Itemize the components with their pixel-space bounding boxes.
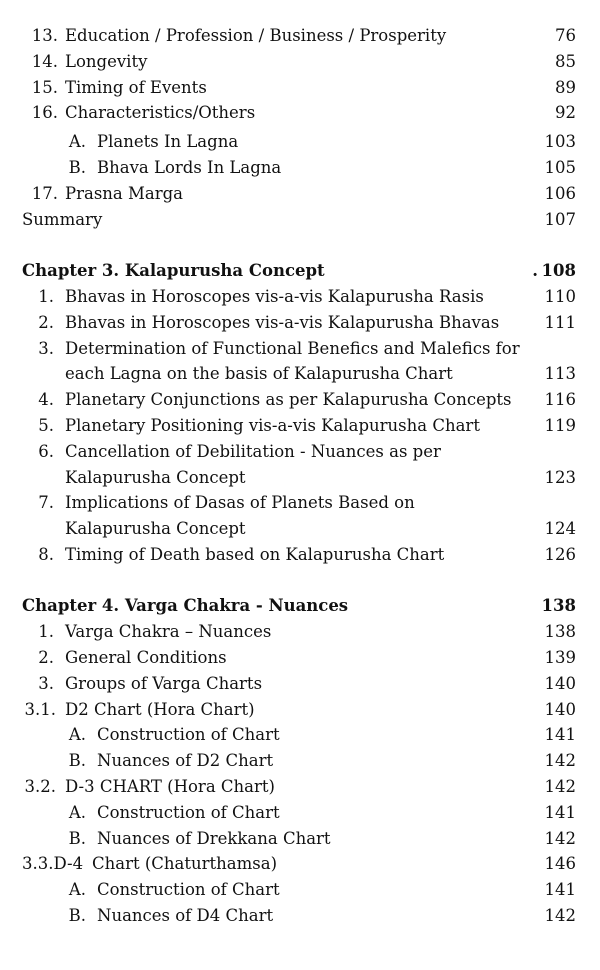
entry-page: 119 bbox=[544, 416, 576, 435]
entry-page: 140 bbox=[544, 700, 576, 719]
toc-entry[interactable] bbox=[0, 439, 600, 465]
toc-subentry[interactable] bbox=[0, 155, 600, 181]
chapter-page: 138 bbox=[541, 596, 576, 615]
entry-title: each Lagna on the basis of Kalapurusha Chart bbox=[65, 364, 453, 383]
entry-title: Kalapurusha Concept bbox=[65, 468, 246, 487]
entry-letter: B. bbox=[68, 906, 86, 925]
entry-letter: B. bbox=[68, 829, 86, 848]
entry-title: Bhava Lords In Lagna bbox=[97, 158, 282, 177]
entry-number: 3.2. bbox=[24, 777, 56, 796]
entry-title: Characteristics/Others bbox=[65, 103, 256, 122]
entry-page: 103 bbox=[544, 132, 576, 151]
toc-entry[interactable] bbox=[0, 413, 600, 439]
entry-page: 111 bbox=[544, 313, 576, 332]
entry-page: 142 bbox=[544, 751, 576, 770]
entry-page: 107 bbox=[544, 210, 576, 229]
toc-entry[interactable] bbox=[0, 387, 600, 413]
entry-page: 124 bbox=[544, 519, 576, 538]
toc-subentry[interactable] bbox=[0, 800, 600, 826]
toc-subentry[interactable] bbox=[0, 903, 600, 929]
entry-number: 3. bbox=[38, 339, 54, 358]
entry-page: 126 bbox=[544, 545, 576, 564]
entry-title: Nuances of D2 Chart bbox=[97, 751, 274, 770]
entry-page: 110 bbox=[544, 287, 576, 306]
entry-title: Education / Profession / Business / Prosperity bbox=[65, 26, 447, 45]
entry-page: 106 bbox=[544, 184, 576, 203]
entry-title: Prasna Marga bbox=[65, 184, 184, 203]
entry-title: Varga Chakra – Nuances bbox=[65, 622, 272, 641]
toc-entry-continued[interactable] bbox=[0, 465, 600, 491]
entry-page: 142 bbox=[544, 906, 576, 925]
entry-page: 142 bbox=[544, 829, 576, 848]
toc-entry[interactable] bbox=[0, 774, 600, 800]
entry-letter: B. bbox=[68, 751, 86, 770]
entry-number: 3.3.D-4 bbox=[22, 854, 84, 873]
entry-title: Kalapurusha Concept bbox=[65, 519, 246, 538]
entry-title: Construction of Chart bbox=[97, 803, 280, 822]
toc-entry-continued[interactable] bbox=[0, 361, 600, 387]
entry-number: 14. bbox=[31, 52, 58, 71]
entry-page: 139 bbox=[544, 648, 576, 667]
toc-subentry[interactable] bbox=[0, 877, 600, 903]
entry-number: 3.1. bbox=[24, 700, 56, 719]
entry-title: Summary bbox=[22, 210, 103, 229]
entry-number: 5. bbox=[38, 416, 54, 435]
entry-letter: A. bbox=[68, 132, 86, 151]
entry-title: Timing of Death based on Kalapurusha Chart bbox=[65, 545, 445, 564]
entry-title: D-3 CHART (Hora Chart) bbox=[65, 777, 275, 796]
entry-page: 141 bbox=[544, 803, 576, 822]
entry-title: Planets In Lagna bbox=[97, 132, 239, 151]
entry-number: 2. bbox=[38, 313, 54, 332]
toc-entry[interactable] bbox=[0, 75, 600, 101]
entry-title: Groups of Varga Charts bbox=[65, 674, 263, 693]
toc-subentry[interactable] bbox=[0, 826, 600, 852]
toc-subentry[interactable] bbox=[0, 722, 600, 748]
entry-letter: A. bbox=[68, 880, 86, 899]
entry-page: 92 bbox=[555, 103, 576, 122]
toc-entry[interactable] bbox=[0, 181, 600, 207]
entry-page: 113 bbox=[544, 364, 576, 383]
toc-entry[interactable] bbox=[0, 284, 600, 310]
entry-number: 7. bbox=[38, 493, 54, 512]
entry-number: 2. bbox=[38, 648, 54, 667]
entry-page: 105 bbox=[544, 158, 576, 177]
stray-mark: . bbox=[532, 261, 538, 280]
entry-page: 141 bbox=[544, 725, 576, 744]
entry-title: Planetary Conjunctions as per Kalapurusha Concepts bbox=[65, 390, 512, 409]
entry-page: 85 bbox=[555, 52, 576, 71]
entry-title: Construction of Chart bbox=[97, 725, 280, 744]
toc-entry[interactable] bbox=[0, 310, 600, 336]
entry-number: 15. bbox=[31, 78, 58, 97]
entry-number: 1. bbox=[38, 622, 54, 641]
entry-title: Longevity bbox=[65, 52, 148, 71]
entry-number: 17. bbox=[31, 184, 58, 203]
toc-entry[interactable] bbox=[0, 542, 600, 568]
entry-page: 116 bbox=[544, 390, 576, 409]
entry-number: 13. bbox=[31, 26, 58, 45]
entry-page: 123 bbox=[544, 468, 576, 487]
chapter-title: Chapter 3. Kalapurusha Concept bbox=[22, 261, 325, 280]
chapter-heading[interactable] bbox=[0, 258, 600, 284]
entry-title: General Conditions bbox=[65, 648, 227, 667]
toc-entry[interactable] bbox=[0, 851, 600, 877]
entry-number: 1. bbox=[38, 287, 54, 306]
entry-letter: A. bbox=[68, 803, 86, 822]
toc-entry[interactable] bbox=[0, 100, 600, 126]
entry-page: 141 bbox=[544, 880, 576, 899]
toc-entry[interactable] bbox=[0, 645, 600, 671]
entry-page: 142 bbox=[544, 777, 576, 796]
entry-title: Bhavas in Horoscopes vis-a-vis Kalapurusha Rasis bbox=[65, 287, 484, 306]
toc-entry[interactable] bbox=[0, 49, 600, 75]
toc-entry[interactable] bbox=[0, 619, 600, 645]
entry-title: Planetary Positioning vis-a-vis Kalapurusha Chart bbox=[65, 416, 480, 435]
entry-title: Implications of Dasas of Planets Based on bbox=[65, 493, 415, 512]
toc-summary[interactable] bbox=[0, 207, 600, 233]
entry-title: Bhavas in Horoscopes vis-a-vis Kalapurusha Bhavas bbox=[65, 313, 500, 332]
entry-letter: A. bbox=[68, 725, 86, 744]
entry-title: Timing of Events bbox=[65, 78, 207, 97]
toc-entry[interactable] bbox=[0, 697, 600, 723]
toc-entry[interactable] bbox=[0, 23, 600, 49]
entry-title: Cancellation of Debilitation - Nuances as per bbox=[65, 442, 441, 461]
toc-subentry[interactable] bbox=[0, 748, 600, 774]
entry-title: Nuances of Drekkana Chart bbox=[97, 829, 331, 848]
entry-title: Nuances of D4 Chart bbox=[97, 906, 274, 925]
entry-title: Determination of Functional Benefics and Malefics for bbox=[65, 339, 520, 358]
toc-entry[interactable] bbox=[0, 336, 600, 362]
entry-number: 8. bbox=[38, 545, 54, 564]
toc-entry-continued[interactable] bbox=[0, 516, 600, 542]
entry-page: 89 bbox=[555, 78, 576, 97]
toc-entry[interactable] bbox=[0, 671, 600, 697]
chapter-title: Chapter 4. Varga Chakra - Nuances bbox=[22, 596, 349, 615]
chapter-heading[interactable] bbox=[0, 593, 600, 619]
chapter-page: 108 bbox=[541, 261, 576, 280]
entry-number: 6. bbox=[38, 442, 54, 461]
entry-letter: B. bbox=[68, 158, 86, 177]
entry-page: 140 bbox=[544, 674, 576, 693]
entry-number: 4. bbox=[38, 390, 54, 409]
entry-title: D2 Chart (Hora Chart) bbox=[65, 700, 255, 719]
entry-page: 138 bbox=[544, 622, 576, 641]
entry-title: Construction of Chart bbox=[97, 880, 280, 899]
entry-number: 3. bbox=[38, 674, 54, 693]
entry-title: Chart (Chaturthamsa) bbox=[92, 854, 278, 873]
entry-number: 16. bbox=[31, 103, 58, 122]
toc-entry[interactable] bbox=[0, 490, 600, 516]
entry-page: 146 bbox=[544, 854, 576, 873]
toc-subentry[interactable] bbox=[0, 129, 600, 155]
entry-page: 76 bbox=[555, 26, 576, 45]
